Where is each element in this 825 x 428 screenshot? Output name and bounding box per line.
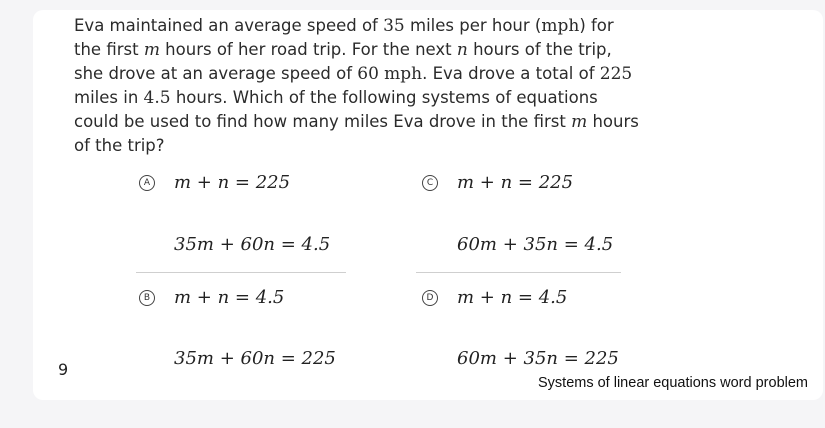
- caption-text: Systems of linear equations word problem: [538, 375, 808, 391]
- choice-c-marker[interactable]: C: [422, 175, 438, 191]
- question-number: 9: [58, 360, 69, 379]
- choice-d-equation-2[interactable]: 60m + 35n = 225: [457, 348, 619, 369]
- question-segment: mph: [384, 64, 423, 84]
- question-segment: miles in: [74, 88, 144, 107]
- question-segment: 60: [357, 64, 379, 84]
- choice-c-equation-2[interactable]: 60m + 35n = 4.5: [457, 234, 614, 255]
- choice-d-equation-1[interactable]: m + n = 4.5: [457, 287, 568, 308]
- choice-c-equation-1[interactable]: m + n = 225: [457, 172, 574, 193]
- question-segment: ) for the first: [74, 16, 614, 59]
- choice-divider: [136, 272, 346, 273]
- choice-d-marker[interactable]: D: [422, 290, 438, 306]
- choice-divider: [416, 272, 621, 273]
- choice-b-marker[interactable]: B: [139, 290, 155, 306]
- question-segment: hours of her road trip. For the next: [159, 40, 457, 59]
- question-segment: hours. Which of the following systems of equations could be used to find how many miles Eva drove in the first: [74, 88, 598, 131]
- question-segment: 225: [599, 64, 633, 84]
- question-segment: miles per hour (: [404, 16, 542, 35]
- question-segment: m: [143, 40, 160, 60]
- choice-a-equation-1[interactable]: m + n = 225: [174, 172, 291, 193]
- choice-b-equation-2[interactable]: 35m + 60n = 225: [174, 348, 336, 369]
- question-text: [74, 14, 644, 157]
- question-segment: 4.5: [143, 88, 171, 108]
- question-segment: 35: [383, 16, 405, 36]
- question-segment: hours of the trip?: [74, 112, 639, 155]
- question-segment: hours of the trip, she drove at an average speed of: [74, 40, 612, 83]
- question-segment: . Eva drove a total of: [422, 64, 600, 83]
- choice-a-equation-2[interactable]: 35m + 60n = 4.5: [174, 234, 331, 255]
- choice-a-marker[interactable]: A: [139, 175, 155, 191]
- question-segment: n: [456, 40, 468, 60]
- question-segment: Eva maintained an average speed of: [74, 16, 384, 35]
- question-segment: mph: [541, 16, 580, 36]
- choice-b-equation-1[interactable]: m + n = 4.5: [174, 287, 285, 308]
- question-segment: m: [571, 112, 588, 132]
